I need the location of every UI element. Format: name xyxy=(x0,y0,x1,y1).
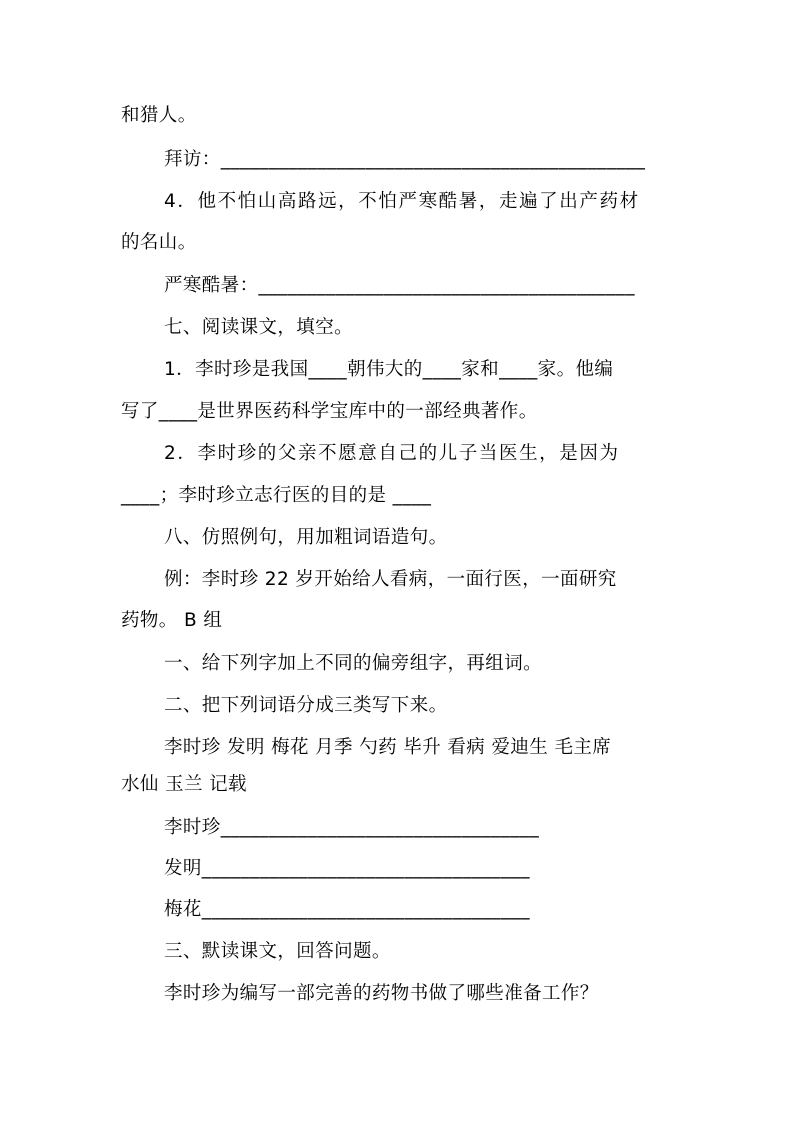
word-list: 李时珍 发明 梅花 月季 勺药 毕升 看病 爱迪生 毛主席 xyxy=(164,737,612,758)
question-7-1-cont: 写了____是世界医药科学宝库中的一部经典著作。 xyxy=(121,401,538,422)
blank-visit: 拜访：____________________________________________ xyxy=(164,149,646,170)
section-heading-8: 八、仿照例句，用加粗词语造句。 xyxy=(164,527,448,548)
text-line-4: 的名山。 xyxy=(121,232,197,253)
text-line-3: 4．他不怕山高路远，不怕严寒酷暑，走遍了出产药材 xyxy=(164,191,640,212)
group-b-q1: 一、给下列字加上不同的偏旁组字，再组词。 xyxy=(164,653,543,674)
question-7-2-cont: ____；李时珍立志行医的目的是 ____ xyxy=(121,485,432,506)
blank-category-1: 李时珍_________________________________ xyxy=(164,817,540,838)
question-7-1: 1．李时珍是我国____朝伟大的____家和____家。他编 xyxy=(164,359,614,380)
word-list-cont: 水仙 玉兰 记载 xyxy=(121,774,247,795)
blank-category-2: 发明__________________________________ xyxy=(164,858,530,879)
example-sentence-cont: 药物。 B 组 xyxy=(121,610,223,631)
text-line-1: 和猎人。 xyxy=(121,105,197,126)
section-heading-7: 七、阅读课文，填空。 xyxy=(164,317,354,338)
group-b-q2: 二、把下列词语分成三类写下来。 xyxy=(164,695,448,716)
question-text: 李时珍为编写一部完善的药物书做了哪些准备工作？ xyxy=(164,983,599,1004)
example-sentence: 例：李时珍 22 岁开始给人看病，一面行医，一面研究 xyxy=(164,569,617,590)
question-7-2: 2．李时珍的父亲不愿意自己的儿子当医生，是因为 xyxy=(164,443,620,464)
blank-severe-weather: 严寒酷暑：_______________________________________ xyxy=(164,275,635,296)
group-b-q3: 三、默读课文，回答问题。 xyxy=(164,941,391,962)
blank-category-3: 梅花__________________________________ xyxy=(164,899,530,920)
